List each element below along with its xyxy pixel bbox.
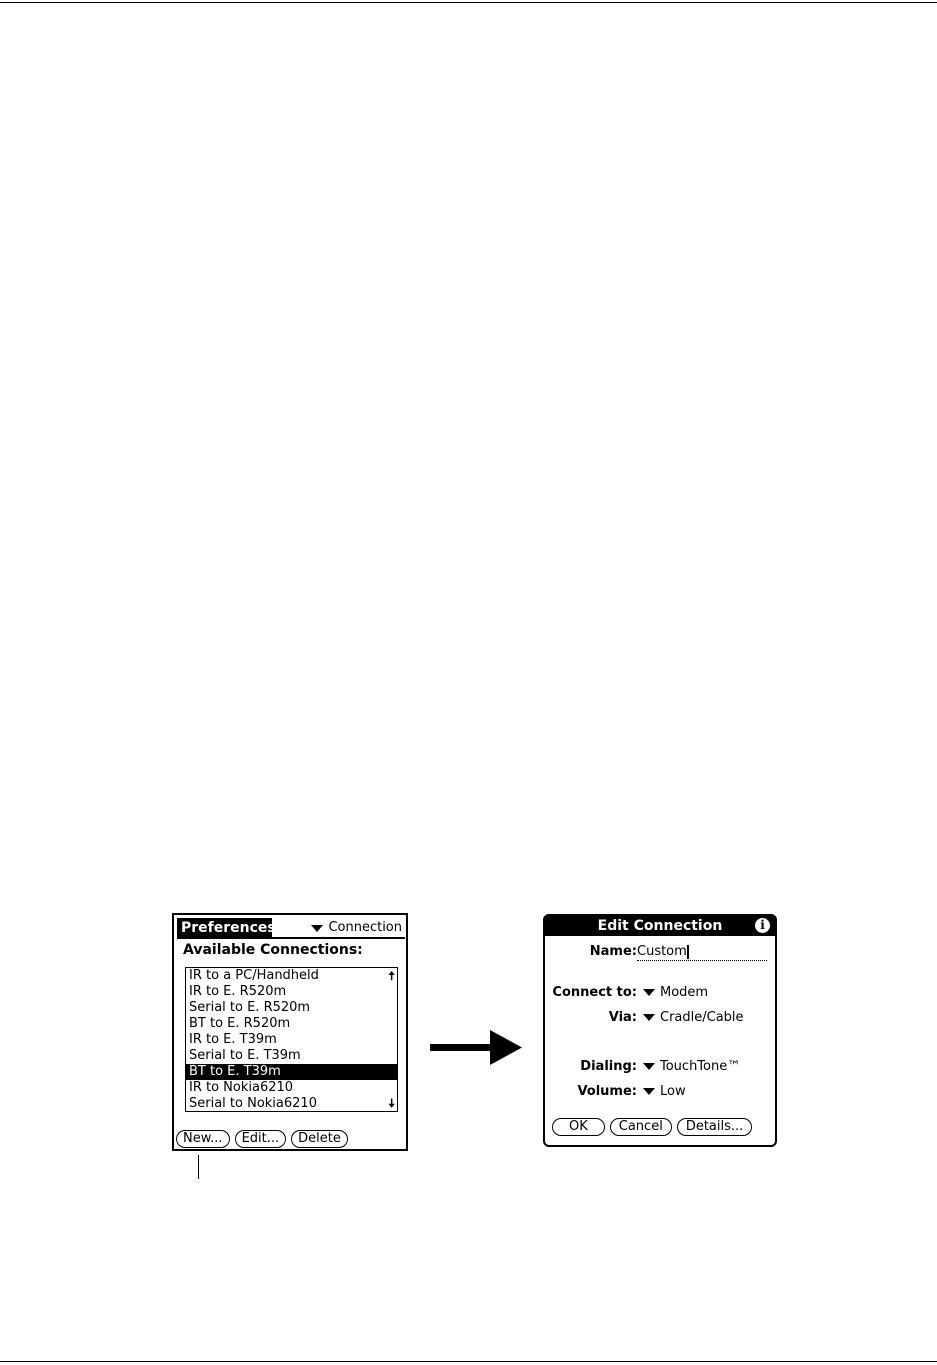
connections-list[interactable] <box>185 967 398 1112</box>
list-item[interactable]: BT to E. R520m <box>189 1016 291 1031</box>
dialing-label: Dialing: <box>580 1059 637 1074</box>
available-connections-label: Available Connections: <box>183 942 363 958</box>
callout-line <box>198 1155 199 1179</box>
edit-connection-title-text: Edit Connection <box>597 918 723 934</box>
list-item[interactable]: Serial to Nokia6210 <box>189 1096 317 1111</box>
via-value: Cradle/Cable <box>660 1010 744 1025</box>
list-item-selected[interactable]: BT to E. T39m <box>186 1064 397 1080</box>
edit-connection-title <box>545 916 775 936</box>
name-field[interactable] <box>637 944 767 961</box>
dropdown-arrow-icon <box>643 1014 655 1021</box>
right-arrow-icon <box>430 1028 522 1068</box>
via-picker[interactable] <box>643 1010 744 1025</box>
preferences-button-row <box>176 1130 348 1148</box>
category-picker[interactable] <box>311 919 402 937</box>
edit-button[interactable]: Edit... <box>235 1130 287 1148</box>
connect-to-label: Connect to: <box>552 985 637 1000</box>
list-item[interactable]: IR to E. R520m <box>189 984 287 999</box>
connect-to-value: Modem <box>660 985 709 1000</box>
volume-value: Low <box>660 1084 686 1099</box>
scroll-down-icon[interactable]: 🠇 <box>388 1096 395 1110</box>
dropdown-arrow-icon <box>311 925 323 932</box>
text-cursor <box>687 945 689 959</box>
volume-label: Volume: <box>577 1084 637 1099</box>
details-button[interactable]: Details... <box>677 1118 752 1136</box>
title-rule <box>177 937 405 939</box>
edit-connection-screen <box>543 914 777 1147</box>
dropdown-arrow-icon <box>643 1088 655 1095</box>
list-item[interactable]: IR to E. T39m <box>189 1032 277 1047</box>
bottom-rule <box>0 1361 937 1362</box>
scroll-up-icon[interactable]: 🠅 <box>388 969 395 983</box>
volume-picker[interactable] <box>643 1084 686 1099</box>
dropdown-arrow-icon <box>643 989 655 996</box>
top-rule <box>0 2 937 3</box>
cancel-button[interactable]: Cancel <box>610 1118 672 1136</box>
category-picker-label: Connection <box>328 920 402 935</box>
connect-to-picker[interactable] <box>643 985 708 1000</box>
via-label: Via: <box>608 1010 637 1025</box>
list-item[interactable]: IR to Nokia6210 <box>189 1080 294 1095</box>
edit-button-row <box>552 1118 752 1136</box>
ok-button[interactable]: OK <box>552 1118 605 1136</box>
dialing-picker[interactable] <box>643 1059 740 1074</box>
dropdown-arrow-icon <box>643 1063 655 1070</box>
delete-button[interactable]: Delete <box>291 1130 348 1148</box>
preferences-screen <box>172 913 408 1151</box>
list-item[interactable]: Serial to E. R520m <box>189 1000 311 1015</box>
name-value: Custom <box>637 944 687 959</box>
list-item[interactable]: Serial to E. T39m <box>189 1048 301 1063</box>
dialing-value: TouchTone™ <box>660 1059 741 1074</box>
name-label: Name: <box>589 944 637 959</box>
preferences-title: Preferences <box>177 918 272 938</box>
list-item[interactable]: IR to a PC/Handheld <box>189 968 319 983</box>
new-button[interactable]: New... <box>176 1130 230 1148</box>
info-icon[interactable]: i <box>755 918 770 933</box>
